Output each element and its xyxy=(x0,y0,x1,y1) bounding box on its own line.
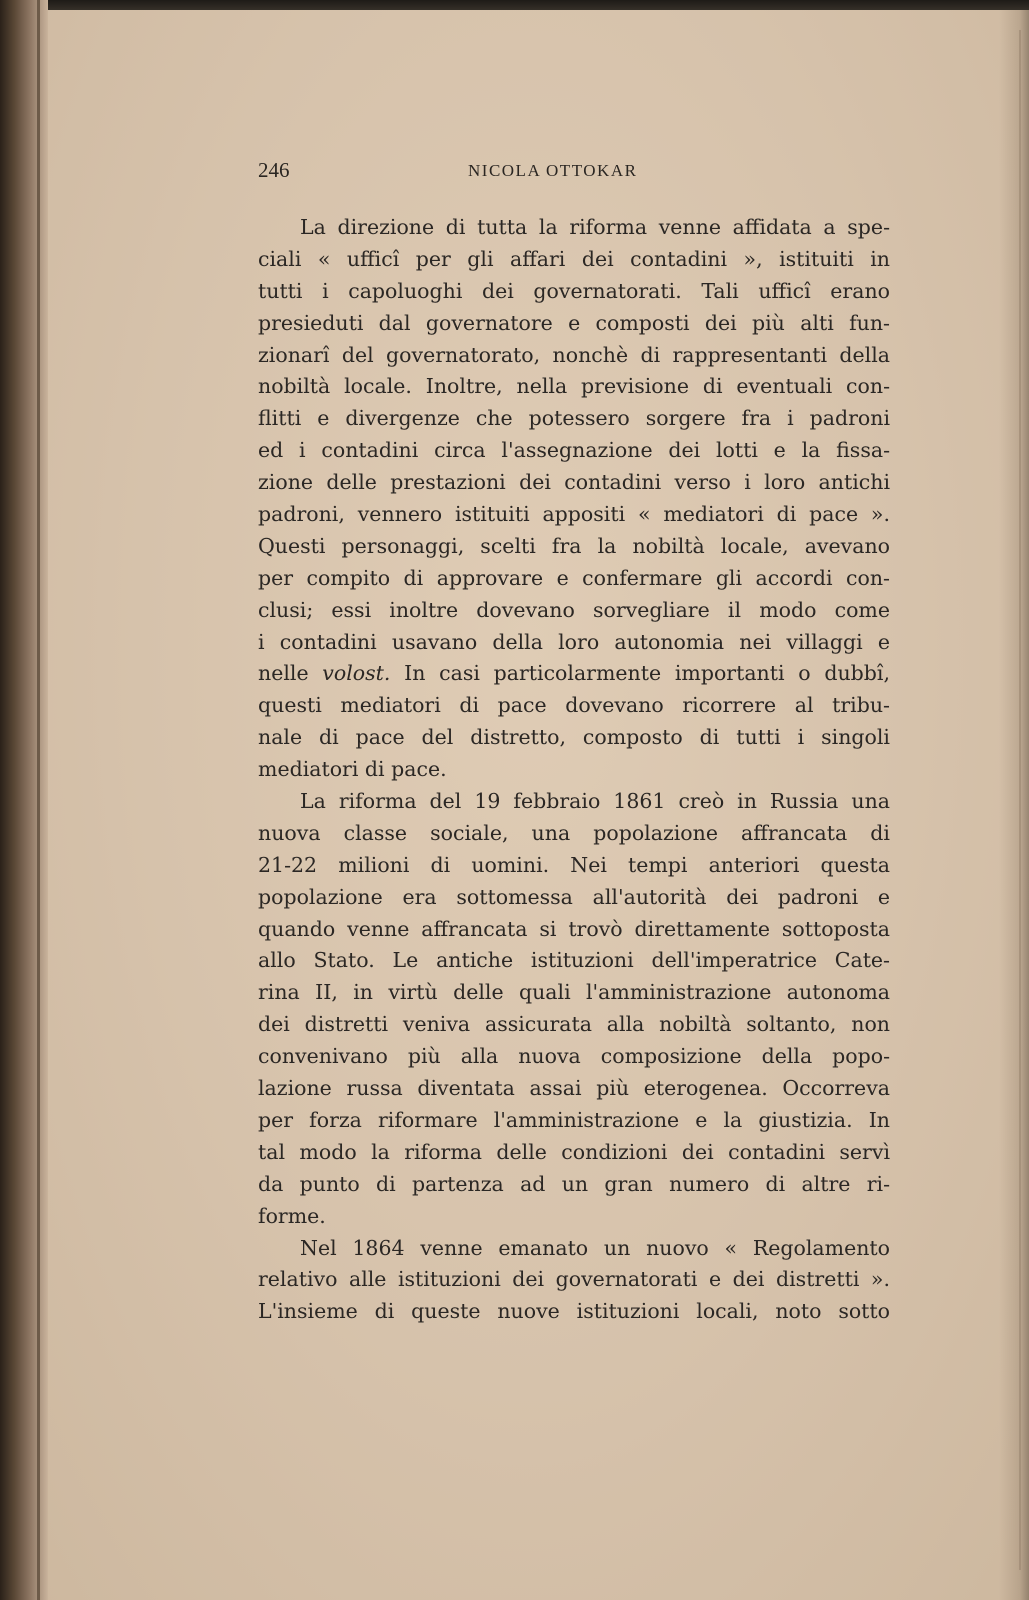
text-line: nobiltà locale. Inoltre, nella previsione di eventuali con- xyxy=(258,374,890,399)
paragraph xyxy=(258,212,890,786)
text-line: da punto di partenza ad un gran numero di altre ri- xyxy=(258,1171,890,1196)
text-line: dei distretti veniva assicurata alla nobiltà soltanto, non xyxy=(258,1012,890,1037)
text-line: Questi personaggi, scelti fra la nobiltà locale, avevano xyxy=(258,533,890,558)
text-line: per forza riformare l'amministrazione e la giustizia. In xyxy=(258,1107,890,1132)
text-line: quando venne affrancata si trovò direttamente sottoposta xyxy=(258,916,890,941)
running-head: NICOLA OTTOKAR xyxy=(468,161,638,180)
page-header xyxy=(258,158,890,188)
text-line: forme. xyxy=(258,1203,326,1228)
text-line: mediatori di pace. xyxy=(258,757,447,782)
text-line: clusi; essi inoltre dovevano sorvegliare il modo come xyxy=(258,597,890,622)
text-line: popolazione era sottomessa all'autorità dei padroni e xyxy=(258,884,890,909)
text-line: zione delle prestazioni dei contadini verso i loro antichi xyxy=(258,470,890,495)
text-line: zionarî del governatorato, nonchè di rappresentanti della xyxy=(258,342,890,367)
page-right-shadow xyxy=(999,10,1029,1600)
body-text xyxy=(258,212,890,1328)
text-line: Nel 1864 venne emanato un nuovo « Regolamento xyxy=(300,1235,890,1260)
text-line: tal modo la riforma delle condizioni dei contadini servì xyxy=(258,1139,890,1164)
text-line: La direzione di tutta la riforma venne affidata a spe- xyxy=(300,215,890,239)
paragraph xyxy=(258,1233,890,1329)
text-line-with-italic xyxy=(258,658,890,690)
text-line: nale di pace del distretto, composto di tutti i singoli xyxy=(258,725,890,750)
text-line: relativo alle istituzioni dei governatorati e dei distretti ». xyxy=(258,1267,890,1292)
text-line: ciali « ufficî per gli affari dei contadini », istituiti in xyxy=(258,246,890,271)
page-number: 246 xyxy=(258,158,290,182)
text-line: lazione russa diventata assai più eterogenea. Occorreva xyxy=(258,1076,890,1101)
text-line: questi mediatori di pace dovevano ricorrere al tribu- xyxy=(258,693,890,718)
book-spine-edge xyxy=(0,0,48,1600)
text-line: flitti e divergenze che potessero sorgere fra i padroni xyxy=(258,406,890,431)
paragraph xyxy=(258,786,890,1232)
text-line: tutti i capoluoghi dei governatorati. Tali ufficî erano xyxy=(258,278,890,303)
text-line: ed i contadini circa l'assegnazione dei lotti e la fissa- xyxy=(258,438,890,463)
text-line: 21-22 milioni di uomini. Nei tempi anteriori questa xyxy=(258,852,890,877)
text-line: La riforma del 19 febbraio 1861 creò in Russia una xyxy=(300,789,890,814)
text-segment: In casi particolarmente importanti o dubbî, xyxy=(390,661,890,686)
text-line: L'insieme di queste nuove istituzioni locali, noto sotto xyxy=(258,1299,890,1324)
text-line: convenivano più alla nuova composizione della popo- xyxy=(258,1044,890,1069)
text-line: rina II, in virtù delle quali l'amministrazione autonoma xyxy=(258,980,890,1005)
text-line: per compito di approvare e confermare gli accordi con- xyxy=(258,565,890,590)
text-line: padroni, vennero istituiti appositi « mediatori di pace ». xyxy=(258,502,890,527)
text-line: presieduti dal governatore e composti dei più alti fun- xyxy=(258,310,890,335)
text-segment: nelle xyxy=(258,661,323,686)
text-line: nuova classe sociale, una popolazione affrancata di xyxy=(258,820,890,845)
page-right-edge xyxy=(1019,30,1021,1570)
text-line: i contadini usavano della loro autonomia nei villaggi e xyxy=(258,629,890,654)
text-line: allo Stato. Le antiche istituzioni dell'imperatrice Cate- xyxy=(258,948,890,973)
italic-term: volost. xyxy=(322,661,391,686)
